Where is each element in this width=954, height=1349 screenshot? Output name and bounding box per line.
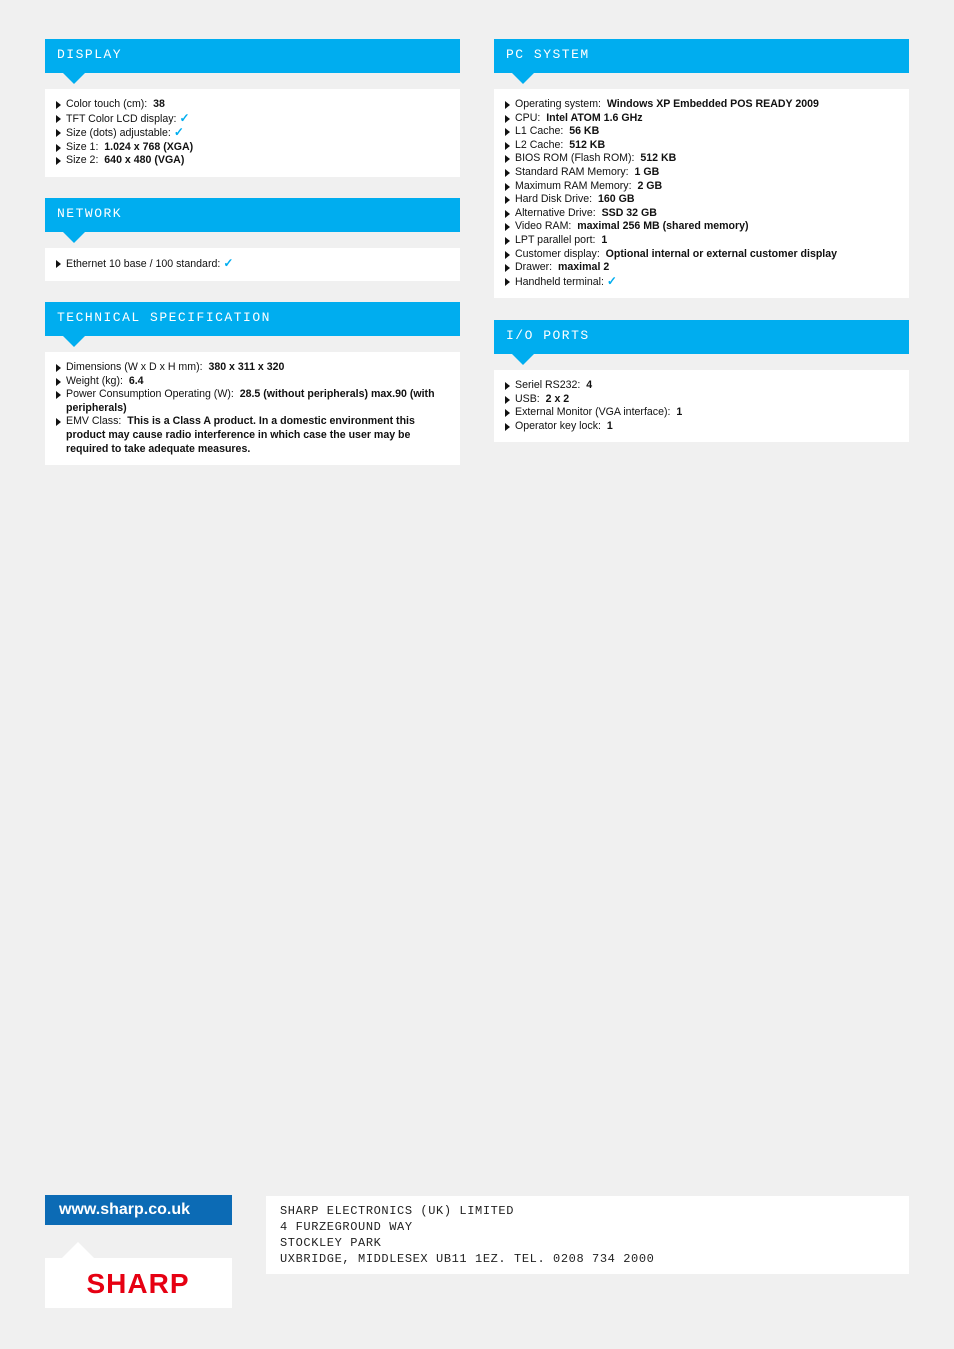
spec-label: Size (dots) adjustable: [66, 127, 171, 140]
bullet-arrow-icon [505, 251, 510, 259]
spec-label: Alternative Drive: [515, 206, 596, 219]
spec-value: 1 [601, 233, 608, 246]
spec-label: Customer display: [515, 247, 600, 260]
display-header [45, 39, 460, 73]
spec-item [56, 388, 450, 415]
bullet-arrow-icon [56, 101, 61, 109]
bullet-arrow-icon [56, 391, 61, 399]
display-title: DISPLAY [57, 47, 123, 62]
spec-label: L1 Cache: [515, 125, 564, 138]
network-title: NETWORK [57, 206, 123, 221]
network-header [45, 198, 460, 232]
bullet-arrow-icon [505, 223, 510, 231]
sharp-logo-text: SHARP [86, 1268, 190, 1298]
bullet-arrow-icon [56, 378, 61, 386]
spec-item [56, 257, 450, 272]
spec-value: 56 KB [569, 125, 600, 138]
pc-system-title: PC SYSTEM [506, 47, 590, 62]
bullet-arrow-icon [505, 210, 510, 218]
technical-section [45, 302, 460, 465]
spec-item [505, 248, 899, 262]
pc-system-header [494, 39, 909, 73]
header-notch [512, 73, 534, 84]
io-ports-section [494, 320, 909, 442]
spec-value: 512 KB [569, 138, 606, 151]
technical-header [45, 302, 460, 336]
spec-value: 2 GB [637, 179, 663, 192]
spec-item [505, 193, 899, 207]
spec-item [56, 126, 450, 141]
spec-item [56, 375, 450, 389]
io-ports-header [494, 320, 909, 354]
spec-label: Dimensions (W x D x H mm): [66, 361, 203, 373]
spec-value: 1.024 x 768 (XGA) [104, 140, 194, 153]
spec-label: EMV Class: [66, 415, 122, 428]
spec-value: maximal 2 [557, 261, 610, 274]
header-notch [512, 354, 534, 365]
checkmark-icon: ✓ [173, 125, 184, 140]
spec-item [56, 154, 450, 168]
spec-label: Hard Disk Drive: [515, 193, 593, 206]
spec-value: 380 x 311 x 320 [208, 361, 285, 373]
spec-item [505, 125, 899, 139]
pc-system-spec-box [494, 89, 909, 298]
spec-label: LPT parallel port: [515, 233, 596, 246]
spec-label: Size 1: [66, 140, 99, 153]
bullet-arrow-icon [505, 101, 510, 109]
spec-item [505, 152, 899, 166]
spec-item [505, 139, 899, 153]
bullet-arrow-icon [56, 144, 61, 152]
spec-value: Optional internal or external customer display [605, 247, 838, 260]
bullet-arrow-icon [505, 237, 510, 245]
network-section [45, 198, 460, 281]
spec-label: Ethernet 10 base / 100 standard: [66, 258, 221, 270]
spec-item [56, 141, 450, 155]
io-ports-title: I/O PORTS [506, 328, 590, 343]
spec-item [505, 112, 899, 126]
spec-value: SSD 32 GB [601, 206, 657, 219]
bullet-arrow-icon [505, 196, 510, 204]
display-spec-box [45, 89, 460, 177]
spec-label: Maximum RAM Memory: [515, 179, 632, 192]
bullet-arrow-icon [505, 396, 510, 404]
spec-value: 512 KB [640, 152, 677, 165]
spec-value: This is a Class A product. In a domestic environment this product may cause radio interference in which case the user may be required to take adequate measures. [66, 415, 415, 455]
spec-label: L2 Cache: [515, 138, 564, 151]
spec-value: 4 [586, 379, 593, 391]
spec-label: Operator key lock: [515, 419, 601, 432]
sharp-logo-icon [57, 1268, 220, 1298]
spec-value: 1 [676, 406, 683, 419]
spec-item [505, 379, 899, 393]
display-section [45, 39, 460, 177]
spec-label: Drawer: [515, 261, 553, 274]
spec-label: Video RAM: [515, 220, 572, 233]
spec-value: 640 x 480 (VGA) [104, 154, 185, 167]
address-line: UXBRIDGE, MIDDLESEX UB11 1EZ. TEL. 0208 734 2000 [280, 1252, 655, 1266]
bullet-arrow-icon [505, 409, 510, 417]
bullet-arrow-icon [56, 129, 61, 137]
pc-system-section [494, 39, 909, 298]
spec-item [56, 98, 450, 112]
spec-value: Intel ATOM 1.6 GHz [546, 111, 643, 124]
spec-label: External Monitor (VGA interface): [515, 406, 671, 419]
bullet-arrow-icon [505, 183, 510, 191]
address-line: 4 FURZEGROUND WAY [280, 1220, 413, 1234]
spec-item [505, 98, 899, 112]
bullet-arrow-icon [56, 115, 61, 123]
bullet-arrow-icon [505, 278, 510, 286]
spec-item [505, 207, 899, 221]
bullet-arrow-icon [56, 364, 61, 372]
bullet-arrow-icon [505, 115, 510, 123]
spec-item [505, 406, 899, 420]
io-ports-spec-box [494, 370, 909, 442]
bullet-arrow-icon [505, 142, 510, 150]
spec-label: Operating system: [515, 98, 601, 110]
spec-value: 38 [153, 98, 165, 110]
spec-label: Handheld terminal: [515, 275, 604, 288]
address-line: STOCKLEY PARK [280, 1236, 382, 1250]
spec-label: BIOS ROM (Flash ROM): [515, 152, 635, 165]
checkmark-icon: ✓ [179, 110, 190, 125]
spec-value: maximal 256 MB (shared memory) [577, 220, 749, 233]
checkmark-icon: ✓ [606, 273, 617, 288]
address-line: SHARP ELECTRONICS (UK) LIMITED [280, 1204, 515, 1218]
header-notch [63, 336, 85, 347]
spec-item [505, 275, 899, 290]
header-notch [63, 73, 85, 84]
bullet-arrow-icon [56, 260, 61, 268]
spec-value: 6.4 [128, 374, 144, 387]
spec-item [505, 420, 899, 434]
spec-label: Weight (kg): [66, 374, 123, 387]
spec-item [56, 415, 450, 456]
spec-value: Windows XP Embedded POS READY 2009 [606, 98, 819, 110]
website-url[interactable]: www.sharp.co.uk [59, 1201, 190, 1218]
company-address [266, 1196, 909, 1274]
bullet-arrow-icon [505, 169, 510, 177]
spec-item [56, 361, 450, 375]
spec-value: 28.5 (without peripherals) max.90 (with peripherals) [66, 388, 435, 414]
technical-spec-box [45, 352, 460, 465]
sharp-logo [45, 1258, 232, 1308]
spec-label: TFT Color LCD display: [66, 112, 177, 125]
network-spec-box [45, 248, 460, 281]
spec-label: Power Consumption Operating (W): [66, 388, 234, 401]
spec-value: 1 [606, 419, 613, 432]
header-notch [63, 232, 85, 243]
spec-item [505, 166, 899, 180]
spec-value: 160 GB [598, 193, 635, 206]
spec-item [505, 393, 899, 407]
spec-label: Seriel RS232: [515, 379, 581, 391]
spec-label: CPU: [515, 111, 541, 124]
spec-value: 1 GB [634, 165, 660, 178]
spec-item [505, 234, 899, 248]
bullet-arrow-icon [505, 382, 510, 390]
spec-value: 2 x 2 [545, 392, 570, 405]
bullet-arrow-icon [505, 128, 510, 136]
website-link[interactable] [45, 1195, 232, 1225]
technical-title: TECHNICAL SPECIFICATION [57, 310, 271, 325]
spec-label: Standard RAM Memory: [515, 165, 629, 178]
spec-item [56, 112, 450, 127]
logo-notch [62, 1242, 94, 1258]
spec-label: Color touch (cm): [66, 98, 148, 110]
spec-item [505, 180, 899, 194]
spec-label: USB: [515, 392, 540, 405]
bullet-arrow-icon [56, 157, 61, 165]
spec-item [505, 220, 899, 234]
spec-label: Size 2: [66, 154, 99, 167]
bullet-arrow-icon [505, 264, 510, 272]
bullet-arrow-icon [505, 423, 510, 431]
bullet-arrow-icon [505, 155, 510, 163]
spec-item [505, 261, 899, 275]
checkmark-icon: ✓ [223, 256, 234, 270]
bullet-arrow-icon [56, 418, 61, 426]
